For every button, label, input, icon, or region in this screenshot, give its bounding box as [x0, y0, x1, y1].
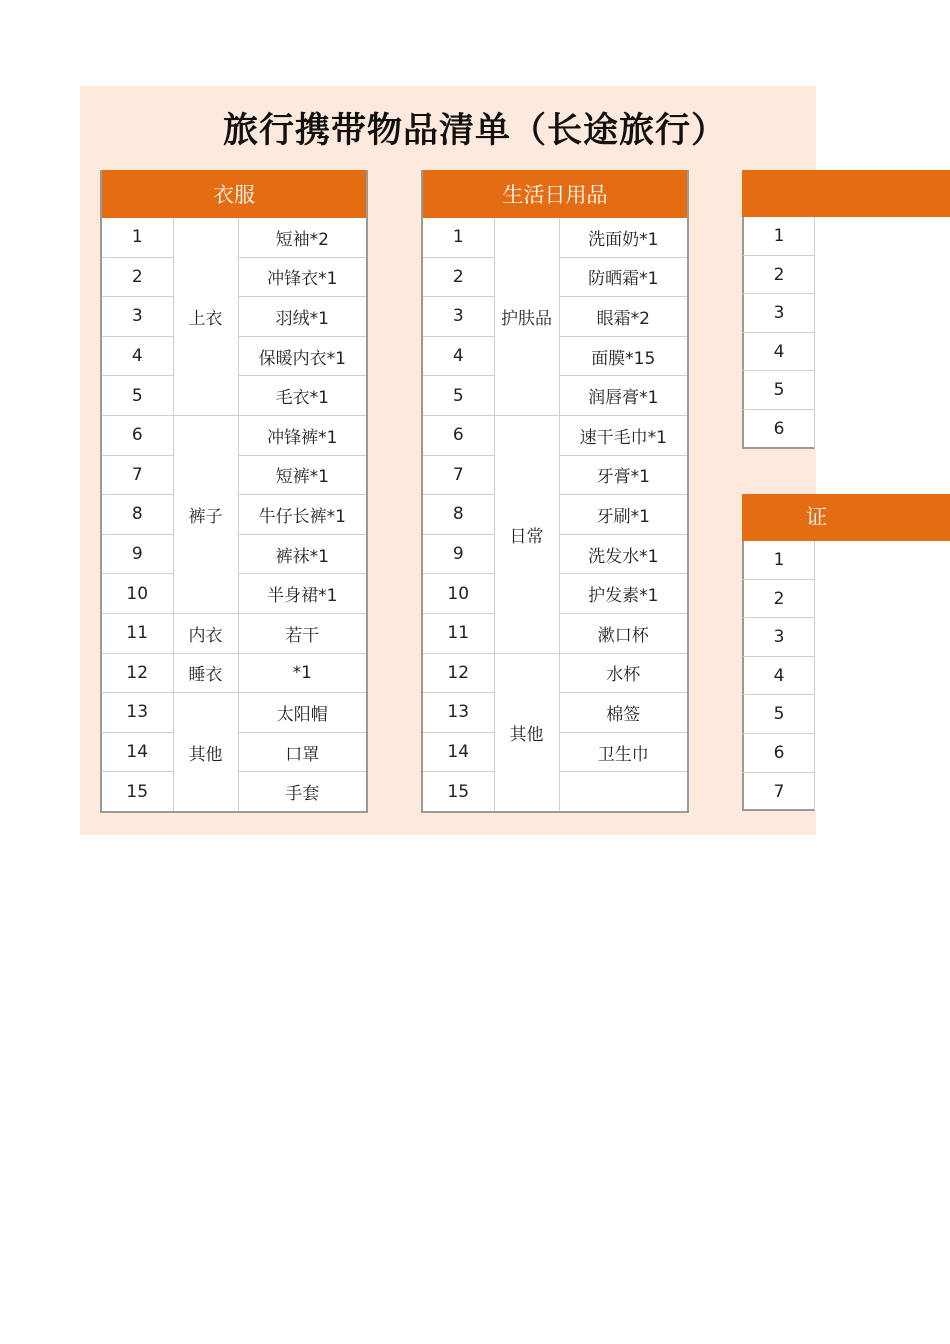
row-number: 6	[422, 415, 494, 455]
item-cell: 棉签	[559, 693, 688, 733]
category-cell: 日常	[494, 415, 559, 653]
row-number: 8	[101, 495, 173, 535]
table-row	[101, 218, 367, 258]
daily-goods-header: 生活日用品	[422, 171, 688, 218]
row-number: 4	[101, 336, 173, 376]
item-cell: *1	[238, 653, 367, 693]
item-cell: 眼霜*2	[559, 297, 688, 337]
item-cell: 裤袜*1	[238, 534, 367, 574]
row-number: 3	[742, 294, 815, 333]
row-number: 7	[101, 455, 173, 495]
item-cell	[559, 772, 688, 812]
category-cell: 内衣	[173, 613, 238, 653]
table-row	[101, 693, 367, 733]
item-cell: 水杯	[559, 653, 688, 693]
item-cell: 若干	[238, 613, 367, 653]
row-number: 13	[101, 693, 173, 733]
row-number: 6	[101, 415, 173, 455]
page-title: 旅行携带物品清单（长途旅行）	[222, 111, 727, 151]
row-number: 2	[101, 257, 173, 297]
partial-table-top	[742, 170, 950, 449]
clothing-table	[100, 170, 368, 813]
row-number: 1	[422, 218, 494, 258]
item-cell: 短裤*1	[238, 455, 367, 495]
table-row	[422, 218, 688, 258]
item-cell: 羽绒*1	[238, 297, 367, 337]
row-number: 4	[422, 336, 494, 376]
row-number: 3	[422, 297, 494, 337]
row-number: 12	[101, 653, 173, 693]
row-number: 4	[742, 333, 815, 372]
item-cell: 冲锋裤*1	[238, 415, 367, 455]
item-cell: 润唇膏*1	[559, 376, 688, 416]
row-number: 5	[742, 371, 815, 410]
item-cell: 速干毛巾*1	[559, 415, 688, 455]
category-cell: 裤子	[173, 415, 238, 613]
row-number: 3	[101, 297, 173, 337]
row-number: 1	[101, 218, 173, 258]
row-number: 10	[101, 574, 173, 614]
item-cell: 太阳帽	[238, 693, 367, 733]
row-number: 14	[422, 732, 494, 772]
item-cell: 半身裙*1	[238, 574, 367, 614]
row-number: 11	[101, 613, 173, 653]
row-number: 7	[422, 455, 494, 495]
item-cell: 护发素*1	[559, 574, 688, 614]
row-number: 6	[742, 734, 815, 773]
partial-bottom-header: 证	[742, 494, 950, 541]
row-number: 1	[742, 541, 815, 580]
item-cell: 口罩	[238, 732, 367, 772]
item-cell: 洗发水*1	[559, 534, 688, 574]
row-number: 2	[742, 580, 815, 619]
item-cell: 牙刷*1	[559, 495, 688, 535]
row-number: 5	[742, 695, 815, 734]
category-cell: 护肤品	[494, 218, 559, 416]
item-cell: 短袖*2	[238, 218, 367, 258]
item-cell: 漱口杯	[559, 613, 688, 653]
table-row	[422, 653, 688, 693]
daily-goods-table	[421, 170, 689, 813]
item-cell: 牙膏*1	[559, 455, 688, 495]
row-number: 14	[101, 732, 173, 772]
item-cell: 保暖内衣*1	[238, 336, 367, 376]
row-number: 1	[742, 217, 815, 256]
item-cell: 手套	[238, 772, 367, 812]
category-cell: 其他	[173, 693, 238, 812]
item-cell: 卫生巾	[559, 732, 688, 772]
category-cell: 上衣	[173, 218, 238, 416]
category-cell: 其他	[494, 653, 559, 812]
item-cell: 防晒霜*1	[559, 257, 688, 297]
row-number: 2	[422, 257, 494, 297]
item-cell: 洗面奶*1	[559, 218, 688, 258]
row-number: 15	[422, 772, 494, 812]
table-row	[101, 653, 367, 693]
row-number: 13	[422, 693, 494, 733]
row-number: 2	[742, 256, 815, 295]
table-row	[101, 415, 367, 455]
item-cell: 面膜*15	[559, 336, 688, 376]
row-number: 7	[742, 773, 815, 812]
row-number: 9	[101, 534, 173, 574]
clothing-header: 衣服	[101, 171, 367, 218]
row-number: 8	[422, 495, 494, 535]
row-number: 12	[422, 653, 494, 693]
row-number: 5	[101, 376, 173, 416]
item-cell: 毛衣*1	[238, 376, 367, 416]
row-number: 11	[422, 613, 494, 653]
partial-table-bottom	[742, 494, 950, 811]
partial-top-header	[742, 170, 950, 217]
row-number: 9	[422, 534, 494, 574]
category-cell: 睡衣	[173, 653, 238, 693]
row-number: 10	[422, 574, 494, 614]
row-number: 5	[422, 376, 494, 416]
table-row	[101, 613, 367, 653]
item-cell: 牛仔长裤*1	[238, 495, 367, 535]
row-number: 4	[742, 657, 815, 696]
row-number: 6	[742, 410, 815, 449]
row-number: 3	[742, 618, 815, 657]
item-cell: 冲锋衣*1	[238, 257, 367, 297]
row-number: 15	[101, 772, 173, 812]
table-row	[422, 415, 688, 455]
